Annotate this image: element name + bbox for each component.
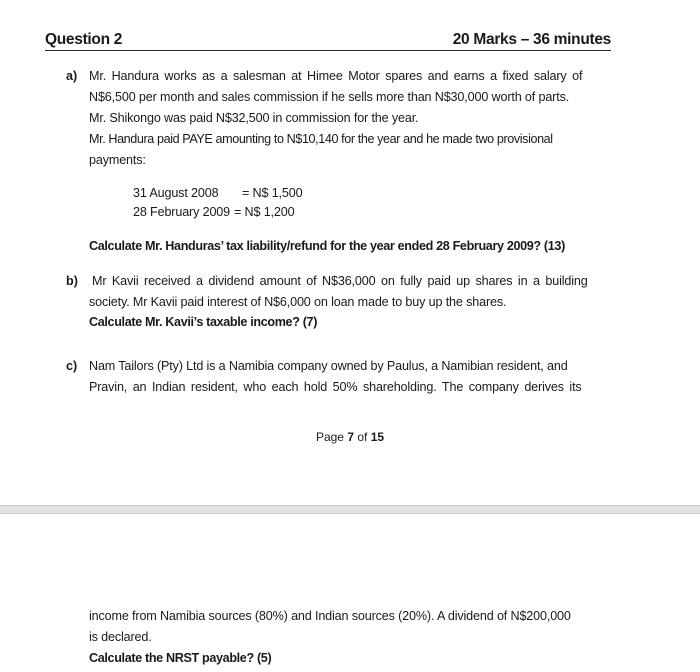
part-a-line: Mr. Handura works as a salesman at Himee Motor spares and earns a fixed salary of	[89, 69, 583, 83]
payment-date: 31 August 2008	[133, 186, 219, 200]
page-current: 7	[347, 430, 354, 444]
part-a-line: Mr. Shikongo was paid N$32,500 in commission for the year.	[89, 111, 419, 125]
page-number: Page 7 of 15	[315, 430, 385, 444]
question-title: Question 2	[45, 31, 123, 48]
part-a-question: Calculate Mr. Handuras’ tax liability/refund for the year ended 28 February 2009? (13)	[89, 239, 565, 253]
payment-amount: = N$ 1,200	[234, 205, 295, 219]
question-marks: 20 Marks – 36 minutes	[452, 31, 611, 48]
part-b-line: society. Mr Kavii paid interest of N$6,000 on loan made to buy up the shares.	[89, 295, 507, 309]
part-a-line: N$6,500 per month and sales commission if he sells more than N$30,000 worth of parts.	[89, 90, 570, 104]
part-b-line: Mr Kavii received a dividend amount of N$36,000 on fully paid up shares in a building	[92, 274, 588, 288]
part-a-label: a)	[66, 69, 78, 83]
part-c-label: c)	[66, 359, 78, 373]
part-a-line: payments:	[89, 153, 146, 167]
part-c-line: Nam Tailors (Pty) Ltd is a Namibia company owned by Paulus, a Namibian resident, and	[89, 359, 568, 373]
part-c-line: is declared.	[89, 630, 152, 644]
part-c-question: Calculate the NRST payable? (5)	[89, 651, 272, 665]
part-a-line: Mr. Handura paid PAYE amounting to N$10,140 for the year and he made two provisional	[89, 132, 553, 146]
part-b-question: Calculate Mr. Kavii’s taxable income? (7)	[89, 315, 318, 329]
part-c-line: Pravin, an Indian resident, who each hold 50% shareholding. The company derives its	[89, 380, 582, 394]
document-page-8	[0, 514, 700, 672]
part-c-line: income from Namibia sources (80%) and Indian sources (20%). A dividend of N$200,000	[89, 609, 571, 623]
page-total: 15	[370, 430, 385, 444]
payment-amount: = N$ 1,500	[242, 186, 303, 200]
page-separator	[0, 505, 700, 514]
payment-date: 28 February 2009	[133, 205, 231, 219]
part-b-label: b)	[66, 274, 78, 288]
question-heading	[45, 31, 611, 51]
